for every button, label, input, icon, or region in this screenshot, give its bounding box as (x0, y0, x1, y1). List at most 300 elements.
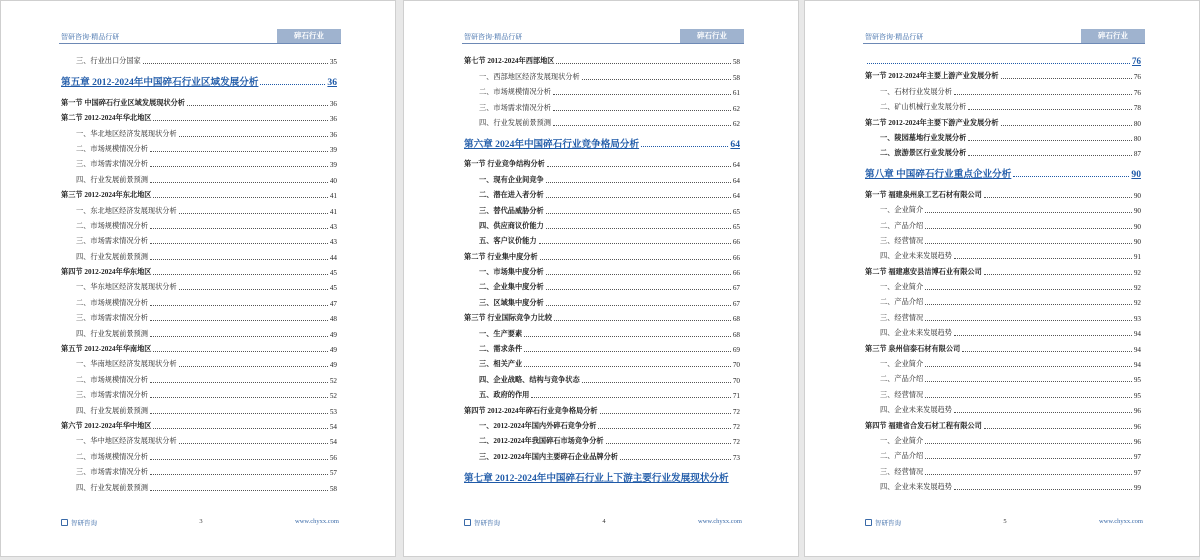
toc-subsection-entry[interactable] (61, 216, 337, 231)
toc-dot-leader (925, 366, 1132, 367)
toc-subsection-entry[interactable] (865, 354, 1141, 369)
toc-dot-leader (546, 182, 731, 183)
toc-entry-title: 三、区域集中度分析 (479, 298, 544, 307)
toc-subsection-entry[interactable] (865, 384, 1141, 399)
toc-subsection-entry[interactable] (464, 369, 740, 384)
footer-brand-text: 智研咨询 (875, 519, 901, 527)
toc-entry-title: 三、经营情况 (880, 313, 924, 322)
toc-entry-title: 二、市场规模情况分析 (479, 88, 551, 97)
toc-entry-title: 一、东北地区经济发展现状分析 (76, 206, 177, 215)
toc-subsection-entry[interactable] (865, 200, 1141, 215)
page-number: 5 (1003, 518, 1007, 525)
toc-subsection-entry[interactable] (865, 461, 1141, 476)
toc-dot-leader (150, 228, 328, 229)
toc-dot-leader (925, 458, 1132, 459)
toc-entry-title: 一、华中地区经济发展现状分析 (76, 437, 177, 446)
toc-entry-page: 87 (1133, 150, 1141, 159)
toc-dot-leader (546, 274, 731, 275)
toc-dot-leader (954, 335, 1132, 336)
toc-entry-page: 93 (1133, 314, 1141, 323)
toc-dot-leader (925, 212, 1132, 213)
toc-subsection-entry[interactable] (464, 262, 740, 277)
document-page-3 (804, 0, 1200, 557)
toc-dot-leader (150, 397, 328, 398)
toc-entry-title: 一、市场集中度分析 (479, 268, 544, 277)
footer-brand-text: 智研咨询 (474, 519, 500, 527)
toc-section-entry[interactable] (464, 308, 740, 323)
footer-logo-icon (464, 519, 471, 526)
toc-entry-page: 56 (329, 453, 337, 462)
toc-dot-leader (179, 213, 328, 214)
toc-entry-title: 二、需求条件 (479, 345, 523, 354)
toc-entry-title: 第一节 福建泉州泉工艺石材有限公司 (865, 190, 982, 199)
toc-entry-title: 三、市场需求情况分析 (479, 103, 551, 112)
toc-subsection-entry[interactable] (865, 477, 1141, 492)
toc-entry-page: 45 (329, 269, 337, 278)
toc-section-entry[interactable] (61, 339, 337, 354)
toc-dot-leader (546, 305, 731, 306)
toc-dot-leader (925, 381, 1132, 382)
toc-subsection-entry[interactable] (865, 369, 1141, 384)
toc-entry-title: 二、市场规模情况分析 (76, 144, 148, 153)
toc-entry-title: 一、石材行业发展分析 (880, 87, 952, 96)
toc-dot-leader (954, 489, 1132, 490)
toc-entry-page: 68 (732, 315, 740, 324)
toc-subsection-entry[interactable] (61, 431, 337, 446)
toc-dot-leader (150, 259, 328, 260)
toc-entry-title: 一、现有企业间竞争 (479, 175, 544, 184)
toc-entry-title: 第三节 泉州信泰石材有限公司 (865, 344, 961, 353)
toc-section-entry[interactable] (865, 184, 1141, 199)
toc-dot-leader (1001, 78, 1132, 79)
toc-entry-page: 58 (329, 484, 337, 493)
toc-dot-leader (150, 243, 328, 244)
toc-entry-page: 36 (327, 77, 337, 89)
toc-section-entry[interactable] (464, 246, 740, 261)
toc-entry-title: 三、经营情况 (880, 467, 924, 476)
toc-chapter-entry[interactable] (464, 128, 740, 154)
toc-entry-title: 五、客户议价能力 (479, 237, 537, 246)
toc-entry-page: 90 (1133, 207, 1141, 216)
toc-entry-page: 41 (329, 192, 337, 201)
toc-subsection-entry[interactable] (61, 154, 337, 169)
toc-entry-page: 96 (1133, 422, 1141, 431)
toc-dot-leader (150, 459, 328, 460)
toc-subsection-entry[interactable] (464, 292, 740, 307)
toc-entry-page: 49 (329, 346, 337, 355)
toc-subsection-entry[interactable] (865, 97, 1141, 112)
toc-dot-leader (150, 151, 328, 152)
toc-dot-leader (925, 304, 1132, 305)
toc-entry-title: 一、企业简介 (880, 283, 924, 292)
toc-entry-page: 44 (329, 253, 337, 262)
toc-subsection-entry[interactable] (865, 446, 1141, 461)
toc-entry-title: 第三节 2012-2024年东北地区 (61, 191, 152, 200)
toc-entry-page: 43 (329, 222, 337, 231)
toc-entry-page: 72 (732, 438, 740, 447)
toc-subsection-entry[interactable] (865, 323, 1141, 338)
footer-brand-text: 智研咨询 (71, 519, 97, 527)
toc-dot-leader (524, 366, 731, 367)
toc-entry-title: 一、企业简介 (880, 206, 924, 215)
toc-dot-leader (598, 428, 730, 429)
toc-dot-leader (553, 94, 731, 95)
toc-section-entry[interactable] (865, 415, 1141, 430)
toc-subsection-entry[interactable] (865, 215, 1141, 230)
toc-dot-leader (179, 136, 328, 137)
toc-entry-title: 四、企业未来发展趋势 (880, 406, 952, 415)
toc-entry-page: 49 (329, 330, 337, 339)
toc-entry-title: 二、市场规模情况分析 (76, 221, 148, 230)
toc-entry-title: 二、市场规模情况分析 (76, 298, 148, 307)
toc-entry-title: 第一节 中国碎石行业区域发展现状分析 (61, 98, 185, 107)
toc-subsection-entry[interactable] (61, 477, 337, 492)
toc-chapter-entry[interactable] (61, 66, 337, 92)
toc-subsection-entry[interactable] (61, 354, 337, 369)
toc-dot-leader (153, 274, 327, 275)
toc-section-entry[interactable] (61, 92, 337, 107)
toc-entry-page: 73 (732, 453, 740, 462)
toc-subsection-entry[interactable] (464, 185, 740, 200)
toc-subsection-entry[interactable] (865, 292, 1141, 307)
toc-subsection-entry[interactable] (61, 446, 337, 461)
toc-dot-leader (547, 166, 731, 167)
toc-entry-title: 四、企业未来发展趋势 (880, 329, 952, 338)
toc-entry-title: 二、产品介绍 (880, 221, 924, 230)
toc-section-entry[interactable] (865, 66, 1141, 81)
toc-entry-title: 一、华东地区经济发展现状分析 (76, 283, 177, 292)
table-of-contents (61, 51, 337, 493)
toc-dot-leader (153, 428, 327, 429)
toc-dot-leader (153, 197, 327, 198)
toc-entry-title: 二、产品介绍 (880, 375, 924, 384)
header-industry-tab: 碎石行业 (277, 29, 341, 43)
toc-subsection-entry[interactable] (61, 246, 337, 261)
toc-continued-entry[interactable] (865, 51, 1141, 66)
toc-subsection-entry[interactable] (464, 354, 740, 369)
toc-entry-page: 67 (732, 284, 740, 293)
toc-entry-page: 49 (329, 361, 337, 370)
toc-entry-page: 35 (329, 58, 337, 67)
toc-section-entry[interactable] (61, 262, 337, 277)
toc-section-entry[interactable] (464, 51, 740, 66)
footer-brand (61, 518, 97, 527)
toc-dot-leader (150, 413, 328, 414)
toc-entry-page: 90 (1133, 191, 1141, 200)
toc-entry-title: 二、市场规模情况分析 (76, 452, 148, 461)
toc-section-entry[interactable] (865, 261, 1141, 276)
toc-entry-page: 94 (1133, 330, 1141, 339)
toc-subsection-entry[interactable] (61, 169, 337, 184)
toc-dot-leader (150, 336, 328, 337)
toc-dot-leader (954, 258, 1132, 259)
toc-dot-leader (925, 228, 1132, 229)
toc-entry-title: 三、替代品威胁分析 (479, 206, 544, 215)
footer-url: www.chyxx.com (295, 518, 339, 525)
toc-subsection-entry[interactable] (61, 277, 337, 292)
toc-dot-leader (867, 63, 1130, 64)
toc-entry-title: 第五章 2012-2024年中国碎石行业区域发展分析 (61, 77, 259, 89)
toc-dot-leader (546, 213, 731, 214)
toc-dot-leader (524, 336, 731, 337)
toc-entry-page: 90 (1131, 169, 1141, 181)
toc-subsection-entry[interactable] (464, 231, 740, 246)
toc-entry-page: 40 (329, 176, 337, 185)
toc-chapter-entry[interactable] (865, 158, 1141, 184)
toc-dot-leader (150, 474, 328, 475)
toc-dot-leader (968, 109, 1132, 110)
toc-entry-title: 四、行业发展前景预测 (76, 483, 148, 492)
toc-entry-title: 第二节 行业集中度分析 (464, 252, 538, 261)
toc-entry-title: 四、供应商议价能力 (479, 221, 544, 230)
toc-entry-title: 二、旅游景区行业发展分析 (880, 149, 967, 158)
toc-entry-title: 二、产品介绍 (880, 452, 924, 461)
toc-dot-leader (150, 490, 328, 491)
toc-entry-page: 62 (732, 119, 740, 128)
toc-subsection-entry[interactable] (61, 400, 337, 415)
toc-entry-page: 76 (1133, 73, 1141, 82)
toc-entry-page: 70 (732, 376, 740, 385)
toc-entry-page: 45 (329, 284, 337, 293)
toc-dot-leader (984, 428, 1132, 429)
toc-entry-title: 二、企业集中度分析 (479, 283, 544, 292)
toc-entry-title: 五、政府的作用 (479, 391, 530, 400)
toc-dot-leader (539, 243, 731, 244)
toc-dot-leader (984, 274, 1132, 275)
table-of-contents (865, 51, 1141, 492)
toc-subsection-entry[interactable] (464, 200, 740, 215)
toc-dot-leader (554, 320, 731, 321)
toc-section-entry[interactable] (865, 112, 1141, 127)
toc-subsection-entry[interactable] (61, 200, 337, 215)
toc-entry-page: 95 (1133, 391, 1141, 400)
toc-subsection-entry[interactable] (61, 385, 337, 400)
toc-entry-page: 66 (732, 253, 740, 262)
toc-entry-title: 二、产品介绍 (880, 298, 924, 307)
toc-dot-leader (925, 320, 1132, 321)
toc-subsection-entry[interactable] (464, 431, 740, 446)
toc-entry-page: 92 (1133, 284, 1141, 293)
toc-entry-page: 53 (329, 407, 337, 416)
toc-subsection-entry[interactable] (865, 307, 1141, 322)
toc-subsection-entry[interactable] (865, 431, 1141, 446)
toc-entry-page: 70 (732, 361, 740, 370)
toc-entry-page: 96 (1133, 407, 1141, 416)
toc-dot-leader (962, 351, 1132, 352)
toc-entry-page: 52 (329, 392, 337, 401)
toc-entry-page: 97 (1133, 468, 1141, 477)
toc-entry-page: 96 (1133, 437, 1141, 446)
toc-entry-title: 三、市场需求情况分析 (76, 314, 148, 323)
toc-entry-title: 二、潜在进入者分析 (479, 191, 544, 200)
footer-url: www.chyxx.com (698, 518, 742, 525)
toc-entry-title: 第一节 行业竞争结构分析 (464, 160, 545, 169)
toc-dot-leader (556, 63, 730, 64)
toc-dot-leader (150, 320, 328, 321)
toc-entry-title: 第四节 2012-2024年华东地区 (61, 268, 152, 277)
toc-dot-leader (954, 412, 1132, 413)
toc-dot-leader (179, 366, 328, 367)
toc-subsection-entry[interactable] (61, 51, 337, 66)
toc-subsection-entry[interactable] (464, 113, 740, 128)
document-page-2 (403, 0, 799, 557)
toc-subsection-entry[interactable] (61, 292, 337, 307)
toc-dot-leader (968, 155, 1132, 156)
toc-entry-page: 64 (732, 192, 740, 201)
toc-entry-title: 一、华南地区经济发展现状分析 (76, 360, 177, 369)
toc-dot-leader (546, 228, 731, 229)
toc-entry-title: 三、市场需求情况分析 (76, 160, 148, 169)
toc-entry-title: 第六章 2024年中国碎石行业竞争格局分析 (464, 138, 640, 150)
document-page-1 (0, 0, 396, 557)
toc-section-entry[interactable] (464, 154, 740, 169)
toc-entry-page: 64 (732, 176, 740, 185)
footer-brand (865, 518, 901, 527)
toc-entry-title: 三、经营情况 (880, 236, 924, 245)
toc-entry-page: 43 (329, 238, 337, 247)
toc-entry-title: 一、企业简介 (880, 436, 924, 445)
footer-logo-icon (865, 519, 872, 526)
toc-entry-page: 71 (732, 392, 740, 401)
toc-entry-page: 94 (1133, 361, 1141, 370)
toc-dot-leader (546, 289, 731, 290)
toc-entry-title: 第五节 2012-2024年华南地区 (61, 345, 152, 354)
toc-subsection-entry[interactable] (464, 82, 740, 97)
toc-entry-page: 62 (732, 104, 740, 113)
toc-subsection-entry[interactable] (865, 277, 1141, 292)
toc-subsection-entry[interactable] (61, 231, 337, 246)
toc-entry-page: 39 (329, 145, 337, 154)
toc-entry-page: 36 (329, 130, 337, 139)
toc-entry-title: 第二节 2012-2024年主要下游产业发展分析 (865, 118, 999, 127)
toc-subsection-entry[interactable] (61, 369, 337, 384)
footer-logo-icon (61, 519, 68, 526)
toc-entry-title: 二、2012-2024年我国碎石市场竞争分析 (479, 437, 604, 446)
toc-subsection-entry[interactable] (61, 462, 337, 477)
toc-subsection-entry[interactable] (61, 139, 337, 154)
toc-entry-page: 36 (329, 115, 337, 124)
toc-entry-title: 三、经营情况 (880, 390, 924, 399)
toc-subsection-entry[interactable] (464, 66, 740, 81)
toc-entry-page: 72 (732, 407, 740, 416)
toc-subsection-entry[interactable] (464, 339, 740, 354)
toc-entry-page: 72 (732, 422, 740, 431)
header-rule (462, 43, 744, 44)
toc-dot-leader (600, 413, 731, 414)
toc-dot-leader (179, 443, 328, 444)
toc-entry-page: 91 (1133, 253, 1141, 262)
toc-entry-page: 54 (329, 438, 337, 447)
toc-entry-title: 第六节 2012-2024年华中地区 (61, 421, 152, 430)
toc-entry-page: 52 (329, 376, 337, 385)
toc-section-entry[interactable] (61, 416, 337, 431)
toc-entry-page: 92 (1133, 268, 1141, 277)
toc-subsection-entry[interactable] (865, 128, 1141, 143)
toc-entry-title: 四、行业发展前景预测 (479, 118, 551, 127)
header-brand: 智研咨询·精品行研 (464, 33, 523, 41)
toc-entry-page: 68 (732, 330, 740, 339)
toc-section-entry[interactable] (61, 108, 337, 123)
toc-entry-page: 41 (329, 207, 337, 216)
toc-entry-title: 四、企业战略、结构与竞争状态 (479, 375, 580, 384)
toc-entry-page: 39 (329, 161, 337, 170)
toc-dot-leader (925, 243, 1132, 244)
toc-section-entry[interactable] (61, 185, 337, 200)
toc-dot-leader (150, 305, 328, 306)
toc-entry-page: 66 (732, 238, 740, 247)
toc-entry-title: 四、行业发展前景预测 (76, 329, 148, 338)
toc-subsection-entry[interactable] (61, 323, 337, 338)
toc-entry-title: 一、2012-2024年国内外碎石竞争分析 (479, 421, 597, 430)
toc-subsection-entry[interactable] (464, 277, 740, 292)
toc-entry-page: 80 (1133, 119, 1141, 128)
toc-subsection-entry[interactable] (464, 446, 740, 461)
toc-subsection-entry[interactable] (464, 416, 740, 431)
header-brand: 智研咨询·精品行研 (61, 33, 120, 41)
toc-subsection-entry[interactable] (464, 323, 740, 338)
toc-entry-title: 一、陵园墓地行业发展分析 (880, 133, 967, 142)
toc-subsection-entry[interactable] (865, 400, 1141, 415)
toc-subsection-entry[interactable] (464, 169, 740, 184)
toc-subsection-entry[interactable] (865, 81, 1141, 96)
toc-dot-leader (187, 105, 328, 106)
toc-entry-title: 第一节 2012-2024年主要上游产业发展分析 (865, 72, 999, 81)
toc-subsection-entry[interactable] (464, 385, 740, 400)
toc-dot-leader (153, 120, 327, 121)
footer-url: www.chyxx.com (1099, 518, 1143, 525)
toc-dot-leader (553, 110, 731, 111)
toc-entry-page: 76 (1133, 88, 1141, 97)
toc-subsection-entry[interactable] (865, 143, 1141, 158)
toc-dot-leader (150, 166, 328, 167)
toc-entry-title: 一、企业简介 (880, 360, 924, 369)
toc-dot-leader (925, 289, 1132, 290)
toc-dot-leader (1013, 176, 1129, 177)
toc-entry-title: 三、行业出口分国家 (76, 57, 141, 66)
toc-subsection-entry[interactable] (865, 231, 1141, 246)
toc-dot-leader (641, 146, 728, 147)
toc-section-entry[interactable] (464, 400, 740, 415)
toc-entry-title: 四、行业发展前景预测 (76, 175, 148, 184)
toc-entry-title: 三、相关产业 (479, 360, 523, 369)
toc-dot-leader (925, 474, 1132, 475)
toc-entry-page: 54 (329, 422, 337, 431)
toc-dot-leader (1001, 125, 1132, 126)
header-industry-tab: 碎石行业 (680, 29, 744, 43)
toc-entry-page: 48 (329, 315, 337, 324)
toc-subsection-entry[interactable] (464, 216, 740, 231)
toc-entry-title: 四、行业发展前景预测 (76, 252, 148, 261)
toc-entry-title: 第二节 2012-2024年华北地区 (61, 114, 152, 123)
page-number: 4 (602, 518, 606, 525)
toc-entry-page: 95 (1133, 376, 1141, 385)
toc-subsection-entry[interactable] (865, 246, 1141, 261)
toc-chapter-entry[interactable] (464, 462, 740, 488)
toc-entry-page: 64 (732, 161, 740, 170)
toc-dot-leader (153, 351, 327, 352)
toc-section-entry[interactable] (865, 338, 1141, 353)
toc-subsection-entry[interactable] (61, 123, 337, 138)
toc-subsection-entry[interactable] (61, 308, 337, 323)
toc-dot-leader (143, 63, 328, 64)
toc-entry-page: 92 (1133, 299, 1141, 308)
toc-subsection-entry[interactable] (464, 97, 740, 112)
toc-entry-page: 90 (1133, 222, 1141, 231)
toc-entry-title: 第二节 福建惠安县洁博石业有限公司 (865, 267, 982, 276)
toc-entry-page: 65 (732, 207, 740, 216)
toc-entry-title: 第八章 中国碎石行业重点企业分析 (865, 169, 1012, 181)
header-brand: 智研咨询·精品行研 (865, 33, 924, 41)
